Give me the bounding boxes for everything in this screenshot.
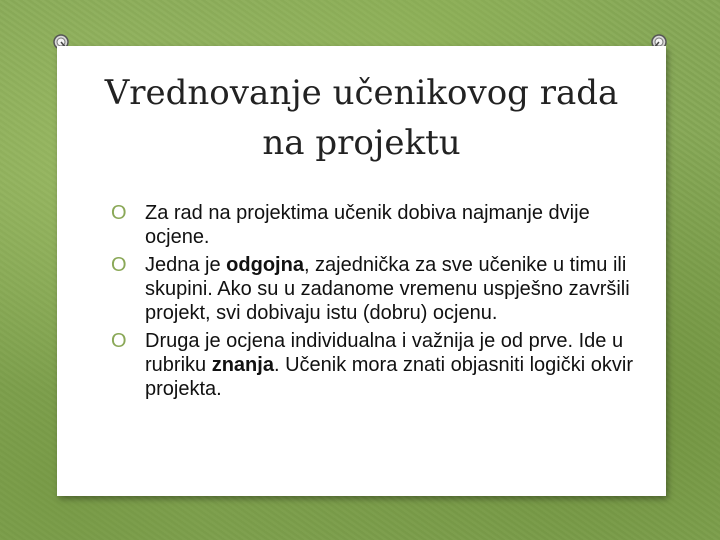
bullet-text-before: Jedna je [145, 254, 227, 276]
bullet-item-3 [111, 329, 656, 401]
bullet-bold-text: znanja [211, 354, 274, 376]
bullet-list [111, 201, 656, 405]
slide-title-line-1: Vrednovanje učenikovog rada [104, 73, 619, 113]
bullet-text-after: . Učenik mora znati objasniti logički okvir projekta. [145, 354, 633, 400]
bullet-text-before: Druga je ocjena individualna i važnija je od prve. Ide u rubriku [145, 330, 624, 376]
bullet-item-1 [111, 201, 656, 249]
bullet-text-after: , zajednička za sve učenike u timu ili skupini. Ako su u zadanome vremenu uspješno završili projekt, svi dobivaju istu (dobru) ocjenu. [145, 254, 630, 324]
slide-title [57, 68, 666, 168]
slide-title-line-2: na projektu [262, 123, 461, 163]
bullet-bold-text: odgojna [226, 254, 304, 276]
bullet-item-2 [111, 253, 656, 325]
bullet-marker: O [111, 330, 127, 352]
bullet-marker: O [111, 202, 127, 224]
bullet-text: Za rad na projektima učenik dobiva najmanje dvije ocjene. [145, 202, 590, 248]
slide-card [57, 46, 666, 496]
bullet-marker: O [111, 254, 127, 276]
